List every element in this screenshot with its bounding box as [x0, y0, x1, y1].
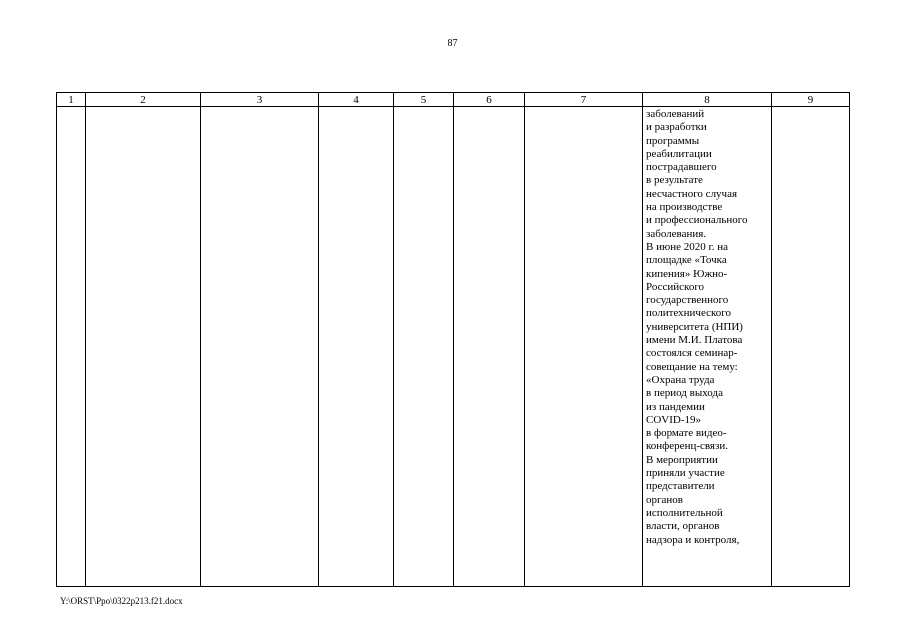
col8-text-line: В мероприятии — [646, 453, 718, 466]
col8-text-line: политехнического — [646, 307, 732, 320]
col8-text-line: Российского — [646, 280, 705, 293]
col8-text-line: реабилитации — [646, 147, 712, 160]
header-col-1: 1 — [57, 93, 86, 107]
header-col-5: 5 — [394, 93, 454, 107]
cell-col-2 — [86, 107, 201, 587]
col8-text-line: заболевания. — [646, 227, 707, 240]
col8-text-line: заболеваний — [646, 108, 705, 120]
cell-col-4 — [319, 107, 394, 587]
col8-text-line: представители — [646, 480, 715, 493]
col8-text-line: в результате — [646, 174, 703, 187]
cell-col-6 — [454, 107, 525, 587]
col8-text-line: «Охрана труда — [646, 373, 715, 386]
page-number: 87 — [447, 38, 458, 49]
cell-col-9 — [772, 107, 850, 587]
col8-text-line: совещание на тему: — [646, 360, 738, 373]
col8-text-line: и профессионального — [646, 214, 748, 227]
header-col-6: 6 — [454, 93, 525, 107]
col8-text-line: несчастного случая — [646, 187, 738, 200]
col8-text-line: В июне 2020 г. на — [646, 240, 729, 253]
col8-text-line: государственного — [646, 294, 729, 307]
col8-text-line: университета (НПИ) — [646, 320, 743, 333]
header-col-8: 8 — [643, 93, 772, 107]
col8-text-line: конференц-связи. — [646, 440, 728, 453]
header-col-7: 7 — [525, 93, 643, 107]
cell-col-5 — [394, 107, 454, 587]
col8-text-line: имени М.И. Платова — [646, 334, 743, 347]
cell-col-1 — [57, 107, 86, 587]
col8-text-line: на производстве — [646, 201, 723, 214]
report-table — [56, 92, 850, 587]
col8-text-line: приняли участие — [646, 467, 725, 480]
col8-text-line: пострадавшего — [646, 161, 717, 174]
col8-text-line: COVID-19» — [646, 413, 701, 426]
col8-text-line: из пандемии — [646, 400, 705, 413]
table-row — [57, 107, 850, 587]
col8-text-line: и разработки — [646, 121, 707, 134]
col8-text-line: власти, органов — [646, 520, 720, 533]
col8-text-line: состоялся семинар- — [646, 347, 738, 360]
header-col-3: 3 — [201, 93, 319, 107]
header-col-4: 4 — [319, 93, 394, 107]
col8-text-line: в период выхода — [646, 387, 723, 400]
cell-col-8 — [643, 107, 772, 587]
cell-col-7 — [525, 107, 643, 587]
col8-text-line: исполнительной — [646, 506, 723, 519]
header-col-9: 9 — [772, 93, 850, 107]
col8-text-line: в формате видео- — [646, 427, 727, 440]
cell-col-3 — [201, 107, 319, 587]
file-path-footer: Y:\ORST\Ppo\0322p213.f21.docx — [60, 596, 183, 606]
col8-text-line: кипения» Южно- — [646, 267, 728, 280]
col8-text-block — [643, 107, 771, 547]
header-col-2: 2 — [86, 93, 201, 107]
col8-text-line: надзора и контроля, — [646, 533, 740, 546]
header-row — [57, 93, 850, 107]
col8-text-line: органов — [646, 493, 683, 506]
col8-text-line: программы — [646, 134, 700, 147]
col8-text-line: площадке «Точка — [646, 254, 727, 267]
